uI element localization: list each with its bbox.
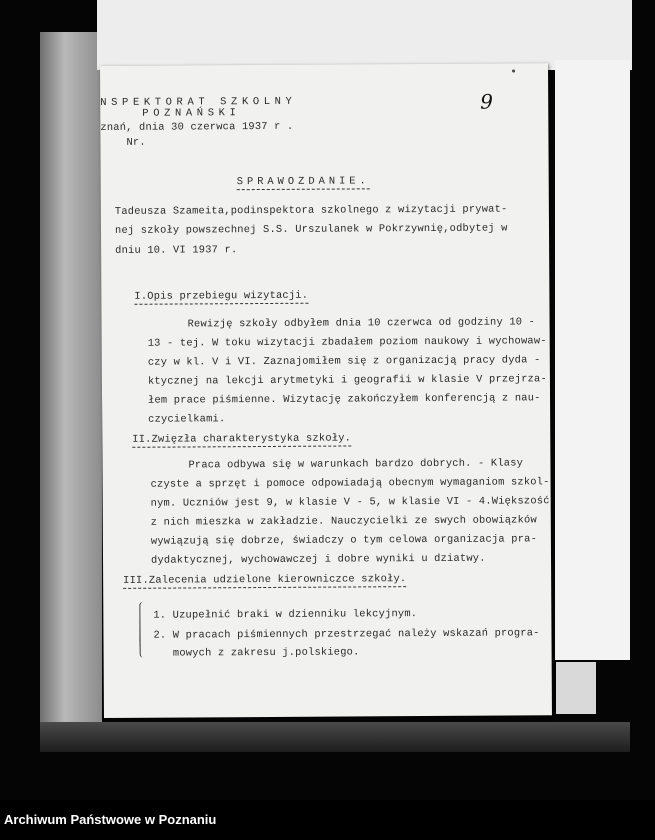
section-2-line: nym. Uczniów jest 9, w klasie V - 5, w klasie VI - 4.Większość [150, 495, 550, 510]
background-sheet-corner [556, 662, 596, 714]
archive-label: Archiwum Państwowe w Poznaniu [4, 812, 217, 827]
section-1-heading: I.Opis przebiegu wizytacji. [134, 289, 309, 303]
header-date: znań, dnia 30 czerwca 1937 r . [100, 120, 294, 134]
page-number: 9 [480, 89, 494, 114]
header-number: Nr. [126, 136, 146, 149]
section-1-line: 13 - tej. W toku wizytacji zbadałem poziom naukowy i wychowaw- [147, 335, 547, 350]
header-office-line2: POZNAŃSKI [142, 107, 241, 120]
recommendation-2: 2. W pracach piśmiennych przestrzegać należy wskazań progra- [153, 627, 540, 642]
section-1-line: Rewizję szkoły odbyłem dnia 10 czerwca od godziny 10 - [187, 316, 536, 331]
section-2-line: z nich mieszka w zakładzie. Nauczycielki ze swych obowiązków [150, 514, 537, 529]
background-sheet-right [555, 60, 630, 660]
scanner-bed-edge [40, 722, 630, 752]
section-2-line: Praca odbywa się w warunkach bardzo dobrych. - Klasy [188, 457, 524, 472]
recommendation-2-cont: mowych z zakresu j.polskiego. [153, 646, 360, 660]
section-2-line: wywiązują się dobrze, świadczy o tym celowa organizacja pra- [150, 533, 538, 548]
section-2-line: czyste a sprzęt i pomoce odpowiadają obecnym wymaganiom szkol- [150, 476, 550, 491]
section-2-line: dydaktycznej, wychowawczej i dobre wyniki u dziatwy. [150, 552, 486, 567]
background-sheet-top [97, 0, 632, 70]
section-1-line: czy w kl. V i VI. Zaznajomiłem się z organizacją pracy dyda - [147, 354, 541, 369]
document-title: SPRAWOZDANIE. [236, 175, 370, 189]
section-2-heading: II.Zwięzła charakterystyka szkoły. [132, 432, 352, 446]
intro-line-2: nej szkoły powszechnej S.S. Urszulanek w Pokrzywnię,odbytej w [114, 222, 508, 237]
handwritten-margin-bracket [139, 602, 146, 658]
section-1-line: ktycznej na lekcji arytmetyki i geografii w klasie V przejrza- [147, 373, 547, 388]
section-1-line: czycielkami. [148, 413, 226, 426]
intro-line-1: Tadeusza Szameita,podinspektora szkolnego z wizytacji prywat- [114, 203, 508, 218]
intro-line-3: dniu 10. VI 1937 r. [115, 244, 238, 257]
recommendation-1: 1. Uzupełnić braki w dzienniku lekcyjnym. [153, 608, 418, 622]
ink-mark [512, 69, 515, 72]
section-3-heading: III.Zalecenia udzielone kierowniczce szkoły. [123, 573, 407, 587]
section-1-line: łem prace piśmienne. Wizytację zakończyłem konferencją z nau- [148, 392, 541, 407]
left-paper-edge [40, 32, 102, 722]
header-office-line1: NSPEKTORAT SZKOLNY [100, 95, 297, 109]
document-page [100, 63, 552, 718]
